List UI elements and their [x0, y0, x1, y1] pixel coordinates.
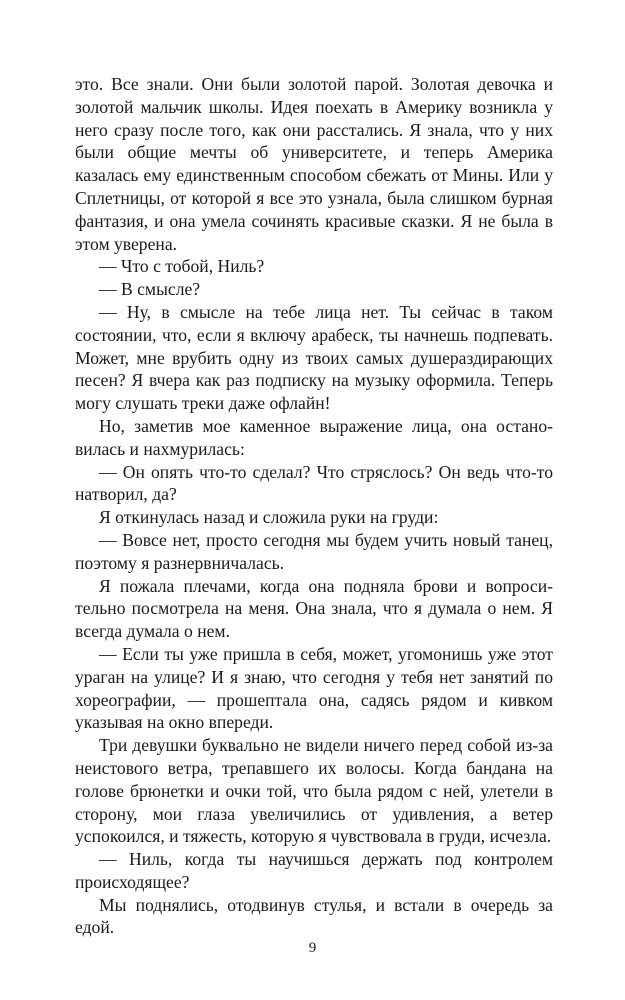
paragraph: это. Все знали. Они были золотой парой. Золотая девочка и золотой мальчик школы. Идея поехать в Америку возникла у него сразу после того, как они расстались. Я знала, что у них были общие мечты об университете, и теперь Америка казалась ему единственным способом сбежать от Мины. Или у Сплетницы, от которой я все это узнала, была слишком бурная фантазия, и она умела сочинять красивые сказки. Я не была в этом уверена. — [75, 74, 553, 254]
paragraph: Я откинулась назад и сложила руки на груди: — [99, 507, 439, 528]
paragraph: Мы поднялись, отодвинув стулья, и встали в очередь за едой. — [75, 894, 553, 938]
paragraph: — Если ты уже пришла в себя, может, угомонишь уже этот ураган на улице? И я знаю, что сегодня у тебя нет занятий по хореографии, — прошептала она, садясь рядом и кивком указывая на окно впереди. — [75, 643, 553, 733]
paragraph: — Вовсе нет, просто сегодня мы будем учить новый танец, поэтому я разнервничалась. — [75, 529, 553, 573]
paragraph: — Он опять что-то сделал? Что стряслось? Он ведь что-то натворил, да? — [75, 461, 553, 505]
paragraph: Я пожала плечами, когда она подняла брови и вопросительно посмотрела на меня. Она знала, что я думала о нем. Я всегда думала о нем. — [75, 575, 553, 642]
paragraph: — Что с тобой, Ниль? — [99, 256, 265, 277]
body-text — [75, 73, 553, 939]
paragraph: — В смысле? — [99, 279, 201, 300]
paragraph: Но, заметив мое каменное выражение лица, она остановилась и нахмурилась: — [75, 415, 553, 459]
paragraph: — Ниль, когда ты научишься держать под контролем происходящее? — [75, 849, 553, 892]
paragraph: Три девушки буквально не видели ничего перед собой из-за неистового ветра, трепавшего их волосы. Когда бандана на голове брюнетки и очки той, что была рядом с ней, улетели в сторону, мои глаза увеличились от удивления, а ветер успокоился, и тяжесть, которую я чувствовала в груди, исчезла. — [75, 735, 553, 847]
paragraph: — Ну, в смысле на тебе лица нет. Ты сейчас в таком состоянии, что, если я включу арабеск, ты начнешь подпевать. Может, мне врубить одну из твоих самых душераздирающих песен? Я вчера как раз подписку на музыку оформила. Теперь могу слушать треки даже офлайн! — [75, 301, 553, 414]
page-number: 9 — [308, 940, 317, 956]
